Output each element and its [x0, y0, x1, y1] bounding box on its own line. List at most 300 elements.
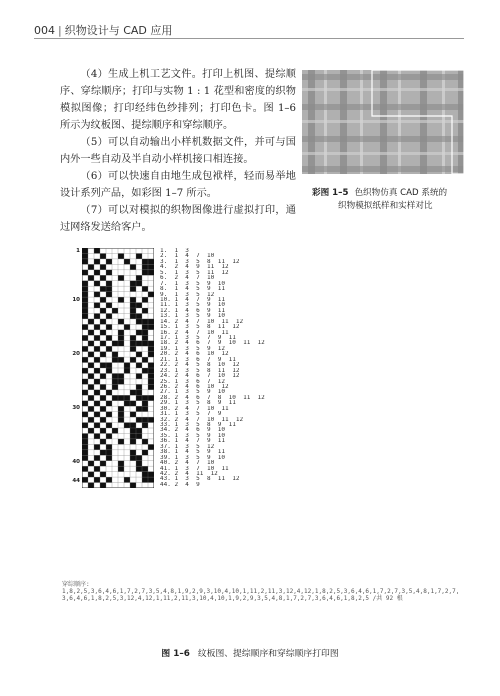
lift-sequence-row: 28. 2 4 6 7 8 10 11 12 — [160, 394, 265, 401]
grid-cell-filled — [112, 428, 118, 433]
grid-cell-filled — [130, 335, 136, 340]
grid-cell-filled — [100, 363, 106, 368]
grid-cell-filled — [142, 270, 148, 275]
grid-cell-filled — [100, 330, 106, 335]
lift-sequence-row: 43. 1 3 5 8 11 12 — [160, 476, 240, 482]
grid-cell-filled — [82, 390, 88, 395]
grid-cell-filled — [82, 450, 88, 455]
lift-sequence-row: 35. 1 3 5 9 10 — [160, 432, 226, 439]
grid-cell-filled — [136, 433, 142, 438]
grid-cell-filled — [124, 423, 130, 428]
grid-cell-filled — [130, 308, 136, 313]
grid-cell-filled — [82, 423, 88, 428]
grid-cell-filled — [94, 444, 100, 449]
lift-sequence-row: 33. 1 3 5 8 9 11 — [160, 422, 236, 428]
grid-cell-filled — [136, 341, 142, 346]
grid-cell-filled — [136, 319, 142, 324]
grid-cell-filled — [106, 412, 112, 417]
grid-cell-filled — [88, 330, 94, 335]
grid-cell-filled — [124, 324, 130, 329]
grid-cell-filled — [142, 423, 148, 428]
grid-cell-filled — [106, 313, 112, 318]
grid-cell-filled — [100, 253, 106, 258]
lift-sequence-row: 25. 1 3 6 7 12 — [160, 378, 226, 384]
grid-cell-filled — [88, 461, 94, 466]
grid-cell-filled — [130, 423, 136, 428]
grid-cell-filled — [106, 450, 112, 455]
paragraph: （4）生成上机工艺文件。打印上机图、提综顺序、穿综顺序；打印与实物 1 : 1 花型和密度的织物模拟图像；打印经纬色纱排列；打印色卡。图 1–6 所示为纹板图、提综顺序和穿综顺序。 — [60, 69, 296, 131]
grid-cell-filled — [148, 259, 154, 264]
grid-cell-filled — [106, 335, 112, 340]
grid-cell-filled — [148, 352, 154, 357]
grid-cell-filled — [136, 281, 142, 286]
grid-cell-filled — [106, 259, 112, 264]
lift-sequence-row: 11. 1 3 5 9 10 — [160, 302, 226, 308]
grid-cell-filled — [94, 270, 100, 275]
grid-cell-filled — [118, 335, 124, 340]
grid-cell-filled — [124, 363, 130, 368]
paragraph: （7）可以对模拟的织物图像进行虚拟打印，通过网络发送给客户。 — [60, 205, 296, 233]
grid-cell-filled — [142, 406, 148, 411]
grid-cell-filled — [142, 450, 148, 455]
grid-cell-filled — [118, 439, 124, 444]
lift-sequence-row: 38. 1 4 5 9 11 — [160, 449, 226, 455]
grid-cell-filled — [130, 286, 136, 291]
grid-cell-filled — [118, 466, 124, 471]
draft-text: 1,8,2,5,3,6,4,6,1,7,2,7,3,5,4,8,1,9,2,9,3,10,4,10,1,11,2,11,3,12,4,12,1,8,2,5,3,6,4,6,1,7,2,7,3,5,4,8,1,7,2,7,3,6,4,6,1,8,2,5,3,12,4,12,1,11,2,11,3,10,4,10,1,9,2,9,3,5,4,8,1,7,2,7,3,6,4,6,1,8,2,5 /共 92 根 — [62, 588, 460, 602]
grid-cell-filled — [142, 308, 148, 313]
grid-cell-filled — [136, 455, 142, 460]
grid-cell-filled — [106, 363, 112, 368]
grid-cell-filled — [82, 412, 88, 417]
book-title: 织物设计与 CAD 应用 — [64, 24, 173, 37]
grid-cell-filled — [136, 363, 142, 368]
grid-cell-filled — [112, 379, 118, 384]
lift-sequence-row: 14. 2 4 7 10 11 12 — [160, 318, 244, 325]
grid-cell-filled — [94, 455, 100, 460]
grid-cell-filled — [130, 264, 136, 269]
lift-sequence-row: 4. 2 4 9 11 12 — [160, 264, 229, 270]
grid-cell-filled — [94, 324, 100, 329]
lift-sequence-row: 2. 1 4 7 10 — [160, 253, 215, 259]
grid-cell-filled — [82, 270, 88, 275]
grid-cell-filled — [148, 264, 154, 269]
lift-sequence-row: 24. 2 4 6 7 10 12 — [160, 373, 240, 379]
grid-cell-filled — [94, 423, 100, 428]
lift-sequence-row: 3. 1 3 5 8 11 12 — [160, 258, 240, 265]
fabric-photo — [302, 70, 464, 174]
grid-cell-filled — [136, 395, 142, 400]
grid-cell-filled — [148, 292, 154, 297]
fabric-weft-stripe — [302, 74, 464, 80]
grid-cell-filled — [106, 281, 112, 286]
grid-cell-filled — [100, 461, 106, 466]
lift-sequence-row: 9. 1 3 5 12 — [160, 291, 215, 297]
grid-cell-filled — [118, 319, 124, 324]
fabric-weft-stripe — [302, 136, 464, 142]
grid-cell-filled — [136, 352, 142, 357]
grid-cell-filled — [94, 433, 100, 438]
grid-cell-filled — [142, 439, 148, 444]
figure-label: 图 1–6 — [161, 649, 190, 659]
grid-cell-filled — [118, 275, 124, 280]
grid-cell-filled — [94, 248, 100, 253]
grid-cell-filled — [82, 444, 88, 449]
grid-cell-filled — [100, 297, 106, 302]
grid-cell-filled — [148, 363, 154, 368]
grid-cell-filled — [136, 330, 142, 335]
grid-cell-filled — [124, 368, 130, 373]
grid-cell-filled — [118, 379, 124, 384]
lift-sequence-row: 39. 1 3 5 9 10 — [160, 454, 226, 461]
lift-sequence-row: 1. 1 3 — [160, 248, 189, 254]
grid-cell-filled — [142, 472, 148, 477]
grid-cell-filled — [136, 428, 142, 433]
lift-sequence-row: 34. 2 4 6 9 10 — [160, 427, 226, 433]
lift-sequence-row: 40. 2 4 7 10 — [160, 460, 215, 466]
grid-cell-filled — [148, 346, 154, 351]
grid-cell-filled — [130, 428, 136, 433]
grid-cell-filled — [88, 428, 94, 433]
grid-cell-filled — [82, 346, 88, 351]
grid-cell-filled — [88, 373, 94, 378]
grid-cell-filled — [100, 319, 106, 324]
grid-cell-filled — [136, 313, 142, 318]
grid-cell-filled — [94, 412, 100, 417]
grid-cell-filled — [82, 286, 88, 291]
grid-cell-filled — [118, 373, 124, 378]
lift-sequence-row: 12. 1 4 6 9 11 — [160, 307, 226, 314]
lift-sequence-row: 41. 1 3 7 10 11 — [160, 465, 229, 471]
grid-cell-filled — [82, 466, 88, 471]
grid-cell-filled — [94, 368, 100, 373]
lift-sequence-row: 20. 2 4 6 10 12 — [160, 351, 229, 357]
grid-cell-filled — [118, 341, 124, 346]
grid-cell-filled — [118, 297, 124, 302]
grid-cell-filled — [130, 450, 136, 455]
grid-cell-filled — [112, 395, 118, 400]
grid-cell-filled — [100, 406, 106, 411]
grid-cell-filled — [106, 444, 112, 449]
figure-label: 彩图 1–5 — [312, 188, 349, 198]
grid-cell-filled — [106, 346, 112, 351]
grid-cell-filled — [94, 401, 100, 406]
grid-cell-filled — [106, 286, 112, 291]
grid-cell-filled — [148, 395, 154, 400]
grid-cell-filled — [100, 395, 106, 400]
grid-cell-filled — [142, 264, 148, 269]
grid-cell-filled — [124, 259, 130, 264]
grid-cell-filled — [100, 417, 106, 422]
figure-1-6-caption — [0, 646, 500, 659]
grid-cell-filled — [130, 313, 136, 318]
grid-cell-filled — [82, 324, 88, 329]
lift-sequence-row: 18. 2 4 6 7 9 10 11 12 — [160, 340, 265, 346]
grid-cell-filled — [94, 335, 100, 340]
grid-cell-filled — [88, 363, 94, 368]
grid-cell-filled — [130, 346, 136, 351]
lift-sequence-row: 21. 1 3 6 7 9 11 — [160, 356, 236, 363]
grid-cell-filled — [112, 357, 118, 362]
row-number: 44 — [72, 478, 80, 484]
row-number: 40 — [72, 459, 80, 465]
grid-cell-filled — [142, 357, 148, 362]
grid-cell-filled — [82, 401, 88, 406]
grid-cell-filled — [124, 395, 130, 400]
grid-cell-filled — [136, 466, 142, 471]
lift-sequence-row: 7. 1 3 5 9 10 — [160, 280, 226, 287]
grid-cell-filled — [148, 384, 154, 389]
grid-cell-filled — [94, 281, 100, 286]
grid-cell-filled — [82, 477, 88, 482]
lift-sequence-row: 5. 1 3 5 11 12 — [160, 269, 229, 276]
grid-cell-filled — [118, 330, 124, 335]
paragraph: （6）可以快速自由地生成包袱样，轻而易举地设计系列产品，如彩图 1–7 所示。 — [60, 171, 296, 199]
grid-cell-filled — [118, 395, 124, 400]
grid-cell-filled — [112, 384, 118, 389]
row-number: 30 — [72, 405, 80, 411]
grid-cell-filled — [88, 275, 94, 280]
grid-cell-filled — [130, 297, 136, 302]
grid-cell-filled — [118, 357, 124, 362]
grid-cell-filled — [100, 264, 106, 269]
lift-sequence-row: 31. 1 3 5 7 9 — [160, 411, 222, 417]
grid-cell-filled — [106, 270, 112, 275]
grid-cell-filled — [88, 319, 94, 324]
lift-sequence-row: 6. 2 4 7 10 — [160, 275, 215, 281]
grid-cell-filled — [142, 395, 148, 400]
lift-sequence-row: 30. 2 4 7 10 11 — [160, 405, 229, 412]
caption-line: 织物模拟纸样和实样对比 — [338, 201, 433, 211]
grid-cell-filled — [94, 357, 100, 362]
grid-cell-filled — [130, 401, 136, 406]
grid-cell-filled — [88, 264, 94, 269]
lift-sequence-row: 16. 2 4 7 10 11 — [160, 329, 229, 335]
lift-sequence-row: 26. 2 4 6 10 12 — [160, 383, 229, 390]
grid-cell-filled — [82, 297, 88, 302]
figure-1-5-caption — [312, 187, 462, 213]
grid-cell-filled — [106, 292, 112, 297]
grid-cell-filled — [106, 368, 112, 373]
grid-cell-filled — [88, 384, 94, 389]
grid-cell-filled — [100, 472, 106, 477]
grid-cell-filled — [118, 406, 124, 411]
peg-plan-grid — [82, 248, 154, 488]
grid-cell-filled — [142, 417, 148, 422]
grid-cell-filled — [94, 379, 100, 384]
grid-cell-filled — [94, 477, 100, 482]
grid-cell-filled — [142, 259, 148, 264]
grid-cell-filled — [130, 455, 136, 460]
fabric-weft-stripe — [302, 166, 464, 172]
grid-cell-filled — [112, 308, 118, 313]
grid-cell-filled — [142, 466, 148, 471]
lift-sequence-row: 42. 2 4 11 12 — [160, 470, 218, 477]
lift-sequence-list — [160, 248, 265, 487]
grid-cell-filled — [88, 417, 94, 422]
grid-cell-filled — [88, 483, 94, 488]
grid-cell-filled — [100, 428, 106, 433]
grid-cell-filled — [130, 357, 136, 362]
grid-cell-filled — [142, 324, 148, 329]
grid-cell-filled — [106, 390, 112, 395]
grid-cell-filled — [94, 259, 100, 264]
grid-cell-filled — [100, 483, 106, 488]
grid-cell-filled — [100, 352, 106, 357]
grid-cell-filled — [142, 368, 148, 373]
grid-cell-filled — [130, 433, 136, 438]
row-number: 10 — [72, 297, 80, 303]
grid-cell-filled — [130, 303, 136, 308]
grid-cell-filled — [136, 373, 142, 378]
grid-cell-filled — [100, 308, 106, 313]
grid-cell-filled — [94, 390, 100, 395]
caption-text: 纹板图、提综顺序和穿综顺序打印图 — [197, 649, 339, 659]
grid-cell-filled — [106, 433, 112, 438]
lift-sequence-row: 17. 1 3 5 7 9 11 — [160, 335, 236, 341]
grid-cell-filled — [106, 455, 112, 460]
grid-cell-filled — [136, 275, 142, 280]
grid-cell-filled — [88, 406, 94, 411]
grid-cell-filled — [106, 401, 112, 406]
grid-cell-filled — [130, 341, 136, 346]
grid-cell-filled — [136, 384, 142, 389]
grid-cell-filled — [148, 417, 154, 422]
grid-cell-filled — [94, 346, 100, 351]
grid-cell-filled — [142, 341, 148, 346]
grid-cell-filled — [130, 439, 136, 444]
row-number: 1 — [76, 248, 80, 254]
grid-cell-filled — [82, 433, 88, 438]
grid-cell-filled — [142, 330, 148, 335]
lift-sequence-row: 32. 2 4 7 10 11 12 — [160, 416, 244, 422]
fabric-weft-stripe — [302, 104, 464, 110]
lift-sequence-row: 8. 1 4 5 9 11 — [160, 286, 226, 292]
grid-cell-filled — [88, 341, 94, 346]
grid-cell-filled — [100, 450, 106, 455]
grid-cell-filled — [82, 357, 88, 362]
lift-sequence-row: 23. 1 3 5 8 11 12 — [160, 367, 240, 374]
grid-cell-filled — [82, 379, 88, 384]
grid-cell-filled — [94, 303, 100, 308]
row-number: 20 — [72, 351, 80, 357]
lift-sequence-row: 22. 2 4 5 8 10 12 — [160, 362, 240, 368]
grid-cell-filled — [82, 439, 88, 444]
grid-cell-filled — [130, 483, 136, 488]
grid-cell-filled — [106, 423, 112, 428]
fabric-weft-stripe — [302, 120, 464, 123]
lift-sequence-row: 13. 1 3 5 9 10 — [160, 313, 226, 319]
lift-sequence-row: 19. 1 3 5 9 12 — [160, 345, 226, 352]
grid-cell-filled — [148, 270, 154, 275]
grid-cell-filled — [100, 439, 106, 444]
grid-cell-filled — [82, 253, 88, 258]
lift-sequence-row: 37. 1 3 5 12 — [160, 443, 215, 450]
grid-cell-filled — [112, 341, 118, 346]
grid-cell-filled — [82, 248, 88, 253]
grid-cell-filled — [148, 444, 154, 449]
grid-cell-filled — [82, 303, 88, 308]
grid-cell-filled — [118, 253, 124, 258]
grid-cell-filled — [148, 324, 154, 329]
draft-title: 穿综顺序: — [62, 581, 90, 588]
lift-sequence-row: 15. 1 3 5 8 11 12 — [160, 324, 240, 330]
grid-cell-filled — [118, 417, 124, 422]
grid-cell-filled — [118, 461, 124, 466]
grid-cell-filled — [112, 352, 118, 357]
grid-cell-filled — [124, 401, 130, 406]
header-separator: | — [58, 24, 62, 37]
grid-cell-filled — [100, 341, 106, 346]
grid-cell-filled — [142, 401, 148, 406]
lift-sequence-row: 10. 1 4 7 9 11 — [160, 296, 226, 303]
grid-cell-filled — [82, 455, 88, 460]
grid-cell-filled — [136, 461, 142, 466]
grid-cell-filled — [130, 281, 136, 286]
lift-sequence-row: 29. 1 3 5 8 9 11 — [160, 400, 236, 406]
grid-cell-filled — [142, 286, 148, 291]
grid-cell-filled — [94, 313, 100, 318]
lift-sequence-row: 27. 1 3 5 9 10 — [160, 389, 226, 395]
grid-cell-filled — [94, 292, 100, 297]
fabric-plaid-image — [302, 70, 464, 174]
running-header — [34, 22, 172, 38]
grid-cell-filled — [106, 477, 112, 482]
grid-cell-filled — [148, 373, 154, 378]
grid-cell-filled — [118, 412, 124, 417]
grid-cell-filled — [82, 368, 88, 373]
fabric-weft-stripe — [302, 88, 464, 91]
grid-cell-filled — [148, 379, 154, 384]
grid-cell-filled — [130, 412, 136, 417]
paragraph: （5）可以自动输出小样机数据文件，并可与国内外一些自动及半自动小样机接口相连接。 — [60, 137, 296, 165]
grid-cell-filled — [124, 477, 130, 482]
body-text — [60, 66, 296, 236]
grid-cell-filled — [136, 253, 142, 258]
grid-cell-filled — [100, 373, 106, 378]
page-number: 004 — [34, 24, 55, 37]
grid-cell-filled — [136, 303, 142, 308]
grid-cell-filled — [142, 477, 148, 482]
grid-cell-filled — [130, 390, 136, 395]
lift-sequence-row: 36. 1 4 7 9 11 — [160, 438, 226, 444]
grid-cell-filled — [136, 417, 142, 422]
grid-cell-filled — [88, 352, 94, 357]
grid-cell-filled — [88, 395, 94, 400]
grid-cell-filled — [106, 324, 112, 329]
header-rule — [34, 38, 464, 39]
grid-cell-filled — [112, 373, 118, 378]
grid-cell-filled — [148, 319, 154, 324]
grid-cell-filled — [142, 319, 148, 324]
fabric-weft-stripe — [302, 152, 464, 155]
grid-cell-filled — [100, 275, 106, 280]
grid-cell-filled — [106, 303, 112, 308]
grid-cell-filled — [82, 313, 88, 318]
drafting-order — [62, 581, 466, 602]
grid-cell-filled — [142, 335, 148, 340]
grid-cell-filled — [94, 466, 100, 471]
grid-cell-filled — [136, 406, 142, 411]
grid-cell-filled — [82, 259, 88, 264]
grid-cell-filled — [136, 390, 142, 395]
grid-cell-filled — [142, 297, 148, 302]
grid-cell-filled — [100, 384, 106, 389]
grid-cell-filled — [88, 472, 94, 477]
grid-cell-filled — [148, 472, 154, 477]
grid-cell-filled — [82, 292, 88, 297]
lift-sequence-row: 44. 2 4 9 — [160, 481, 200, 488]
